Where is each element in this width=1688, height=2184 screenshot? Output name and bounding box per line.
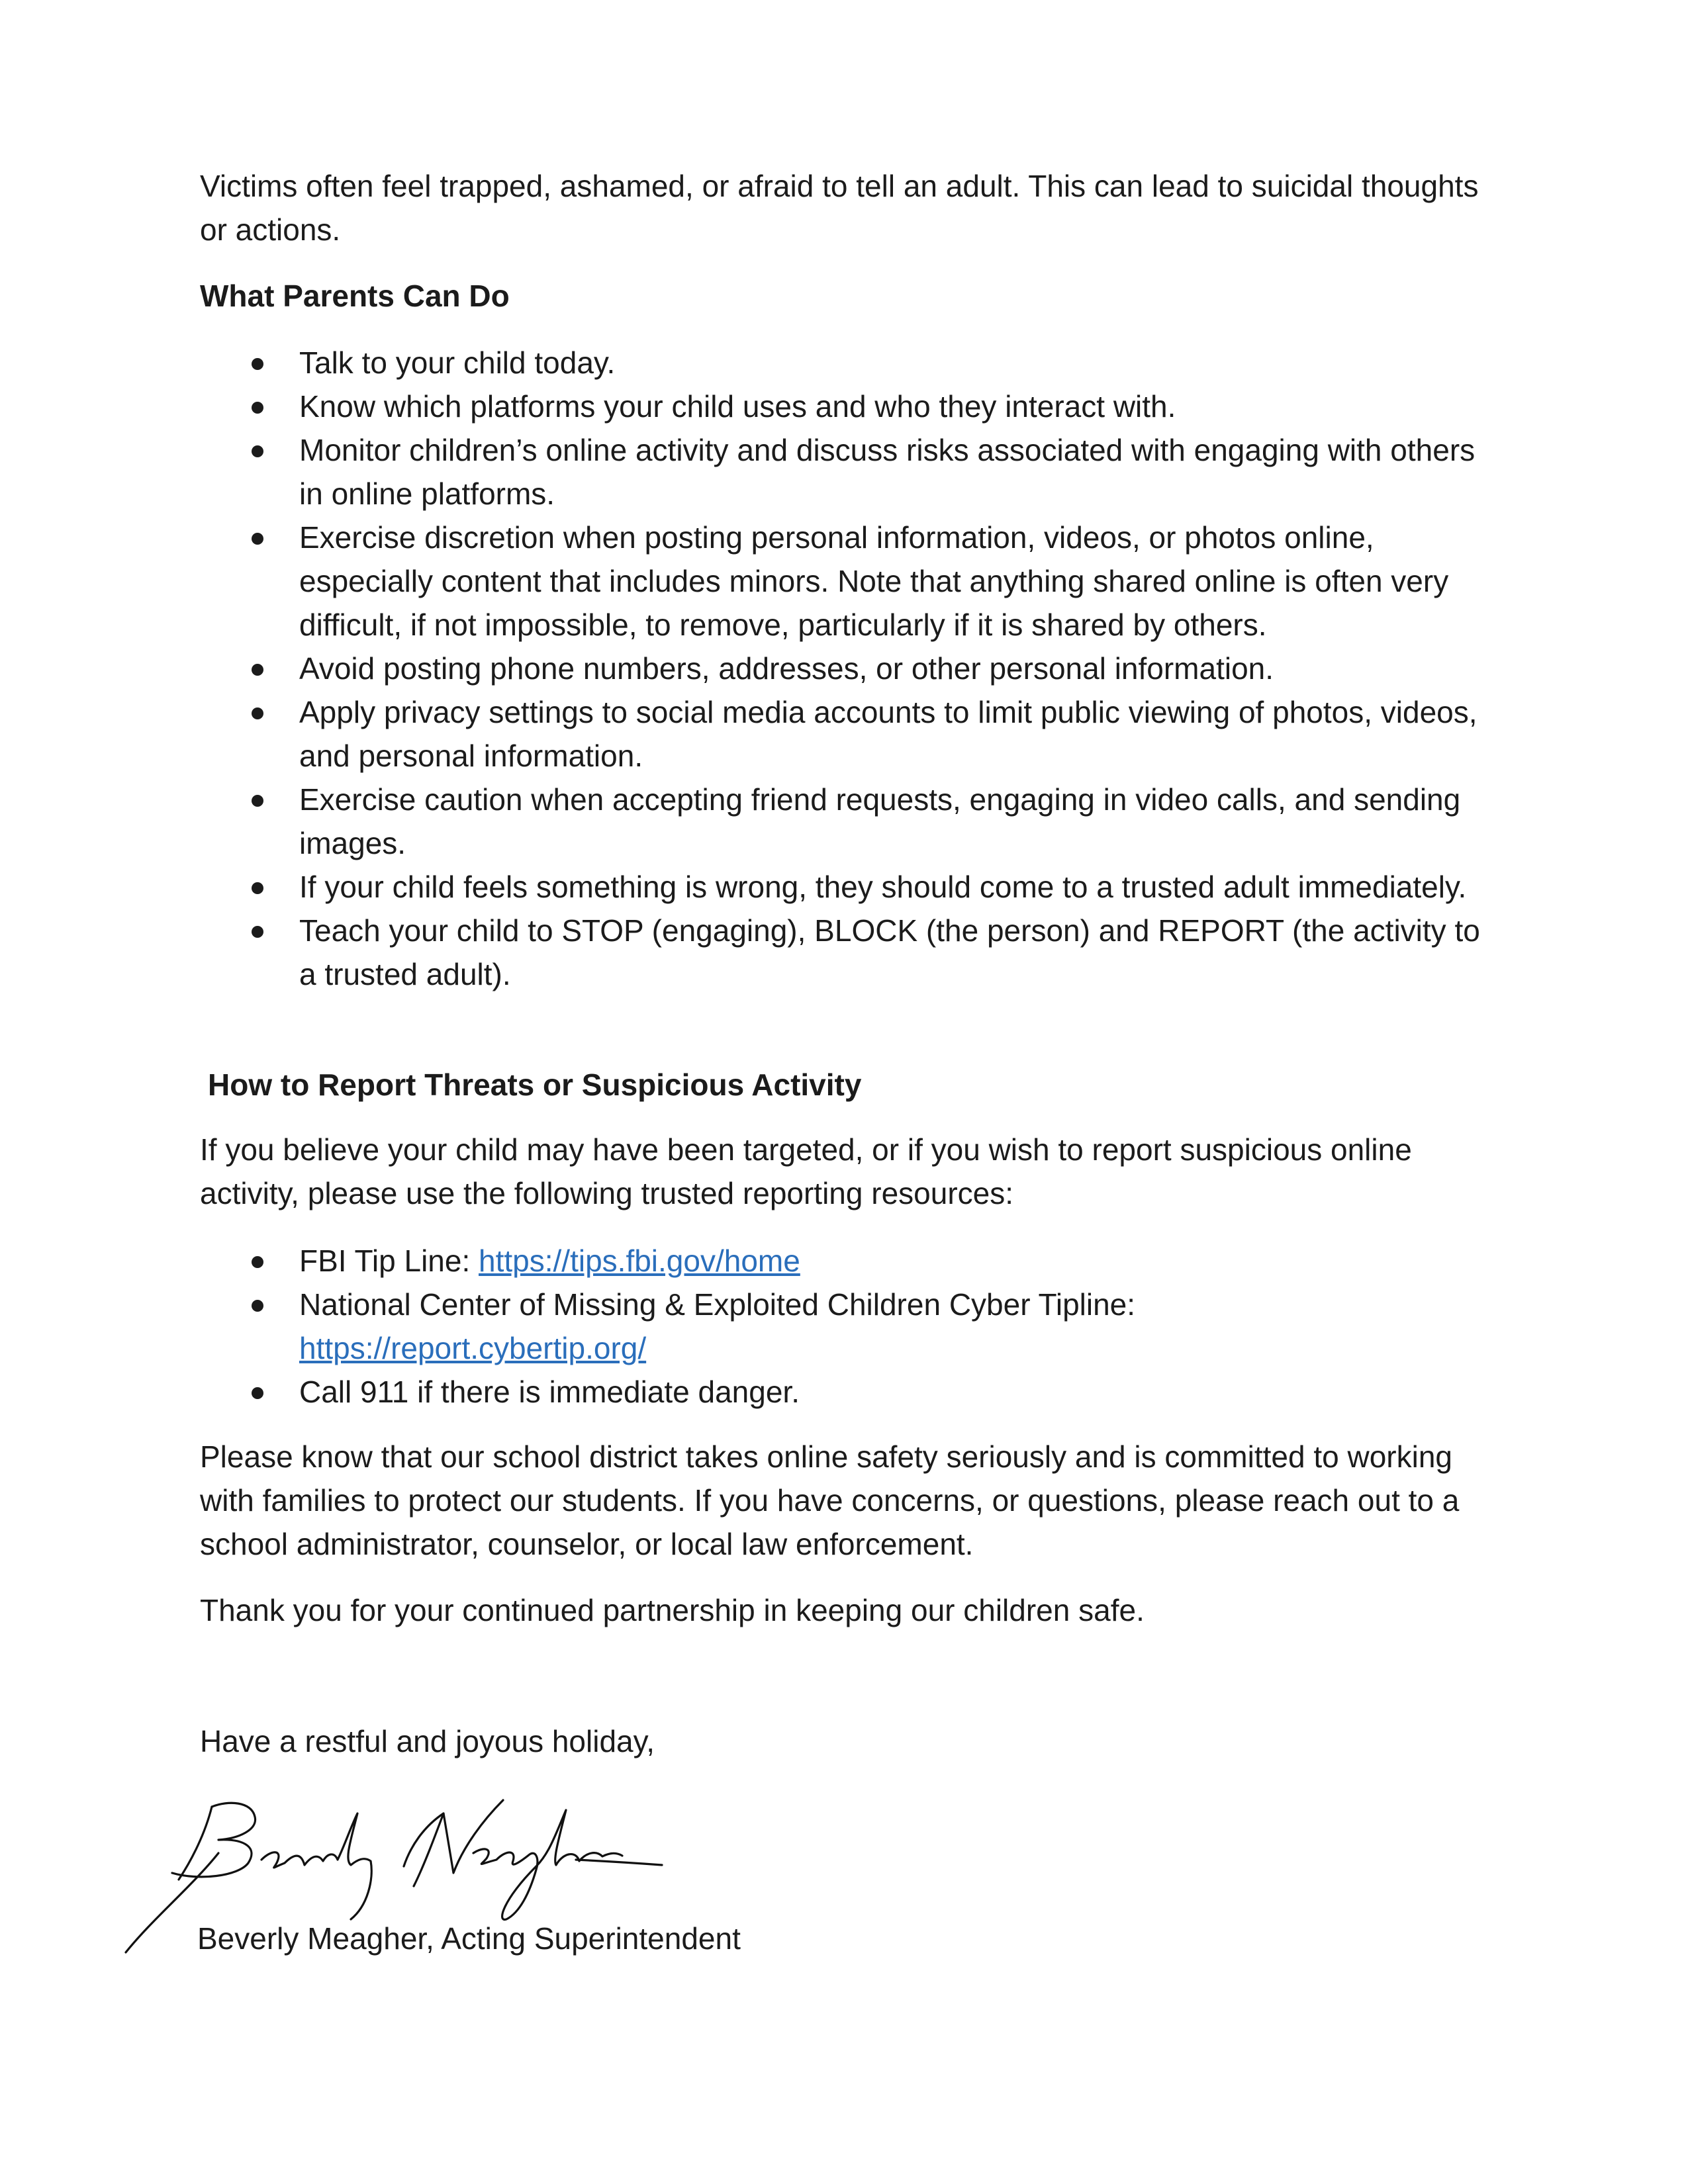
list-item: Teach your child to STOP (engaging), BLOCK (the person) and REPORT (the activity to a trusted adult). — [200, 909, 1497, 996]
list-item-911: Call 911 if there is immediate danger. — [200, 1370, 1497, 1414]
fbi-tip-link[interactable]: https://tips.fbi.gov/home — [479, 1244, 800, 1278]
bullet-icon — [252, 1256, 263, 1268]
bullet-icon — [252, 926, 263, 938]
bullet-icon — [252, 664, 263, 676]
list-item: Know which platforms your child uses and who they interact with. — [200, 385, 1497, 428]
list-item: Avoid posting phone numbers, addresses, or other personal information. — [200, 647, 1497, 690]
bullet-icon — [252, 1300, 263, 1312]
list-item: Monitor children’s online activity and discuss risks associated with engaging with others in online platforms. — [200, 428, 1497, 516]
intro-paragraph: Victims often feel trapped, ashamed, or afraid to tell an adult. This can lead to suicidal thoughts or actions. — [200, 169, 1479, 247]
report-intro-paragraph: If you believe your child may have been targeted, or if you wish to report suspicious online activity, please use the following trusted reporting resources: — [200, 1132, 1412, 1210]
list-item: Exercise caution when accepting friend requests, engaging in video calls, and sending images. — [200, 778, 1497, 865]
thanks-paragraph: Thank you for your continued partnership in keeping our children safe. — [200, 1593, 1145, 1627]
list-item: Talk to your child today. — [200, 341, 1497, 385]
list-item: If your child feels something is wrong, they should come to a trusted adult immediately. — [200, 865, 1497, 909]
bullet-icon — [252, 402, 263, 414]
bullet-icon — [252, 707, 263, 719]
bullet-icon — [252, 533, 263, 545]
cybertip-link[interactable]: https://report.cybertip.org/ — [299, 1331, 647, 1365]
report-heading: How to Report Threats or Suspicious Activity — [208, 1068, 862, 1102]
bullet-icon — [252, 445, 263, 457]
commitment-paragraph: Please know that our school district takes online safety seriously and is committed to working with families to protect our students. If you have concerns, or questions, please reach out to a school administrator, counselor, or local law enforcement. — [200, 1439, 1460, 1561]
report-resources-list — [200, 1239, 1497, 1414]
list-item-ncmec: National Center of Missing & Exploited Children Cyber Tipline: https://report.cybertip.org/ — [200, 1283, 1497, 1370]
bullet-icon — [252, 1387, 263, 1399]
salutation: Have a restful and joyous holiday, — [200, 1724, 655, 1758]
parents-list — [200, 341, 1497, 996]
bullet-icon — [252, 795, 263, 807]
list-item-fbi: FBI Tip Line: https://tips.fbi.gov/home — [200, 1239, 1497, 1283]
parents-heading: What Parents Can Do — [200, 279, 510, 313]
list-item: Exercise discretion when posting personal information, videos, or photos online, especially content that includes minors. Note that anything shared online is often very difficult, if not impossible, to remove, particularly if it is shared by others. — [200, 516, 1497, 647]
bullet-icon — [252, 358, 263, 370]
list-item: Apply privacy settings to social media accounts to limit public viewing of photos, videos, and personal information. — [200, 690, 1497, 778]
bullet-icon — [252, 882, 263, 894]
signer-name: Beverly Meagher, Acting Superintendent — [197, 1921, 741, 1956]
